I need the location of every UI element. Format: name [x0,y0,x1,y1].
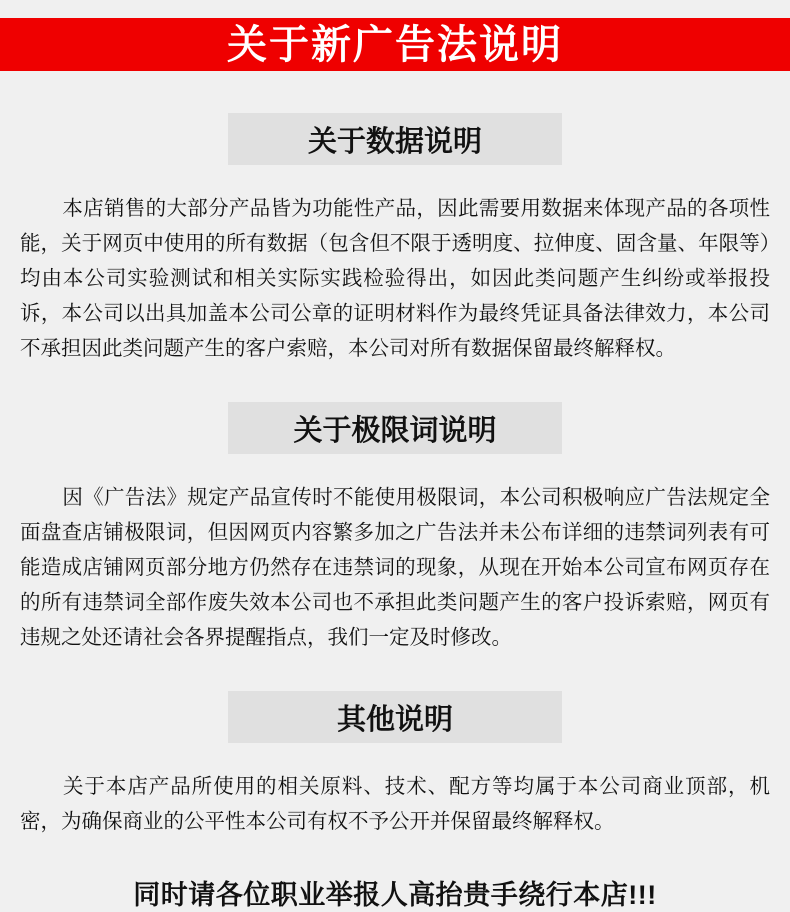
section-body-data [16,191,774,366]
section-heading-superlatives-label: 关于极限词说明 [293,414,497,447]
page-title: 关于新广告法说明 [227,22,563,67]
section-heading-data-label: 关于数据说明 [307,125,482,158]
notice-content [0,71,790,912]
section-body-other [16,769,774,839]
section-body-data-text: 本店销售的大部分产品皆为功能性产品，因此需要用数据来体现产品的各项性能，关于网页中使用的所有数据（包含但不限于透明度、拉伸度、固含量、年限等）均由本公司实验测试和相关实际实践检验得出，如因此类问题产生纠纷或举报投诉，本公司以出具加盖本公司公章的证明材料作为最终凭证具备法律效力，本公司不承担因此类问题产生的客户索赔，本公司对所有数据保留最终解释权。 [20,197,770,360]
footer-note: 同时请各位职业举报人高抬贵手绕行本店!!! [133,880,657,910]
section-heading-data [228,113,562,165]
section-body-other-text: 关于本店产品所使用的相关原料、技术、配方等均属于本公司商业顶部，机密，为确保商业的公平性本公司有权不予公开并保留最终解释权。 [20,775,770,833]
section-heading-superlatives [228,402,562,454]
section-body-superlatives-text: 因《广告法》规定产品宣传时不能使用极限词，本公司积极响应广告法规定全面盘查店铺极限词，但因网页内容繁多加之广告法并未公布详细的违禁词列表有可能造成店铺网页部分地方仍然存在违禁词的现象，从现在开始本公司宣布网页存在的所有违禁词全部作废失效本公司也不承担此类问题产生的客户投诉索赔，网页有违规之处还请社会各界提醒指点，我们一定及时修改。 [20,486,770,649]
section-heading-other [228,691,562,743]
section-heading-other-label: 其他说明 [336,703,453,736]
section-body-superlatives [16,480,774,655]
page-banner [0,18,790,71]
